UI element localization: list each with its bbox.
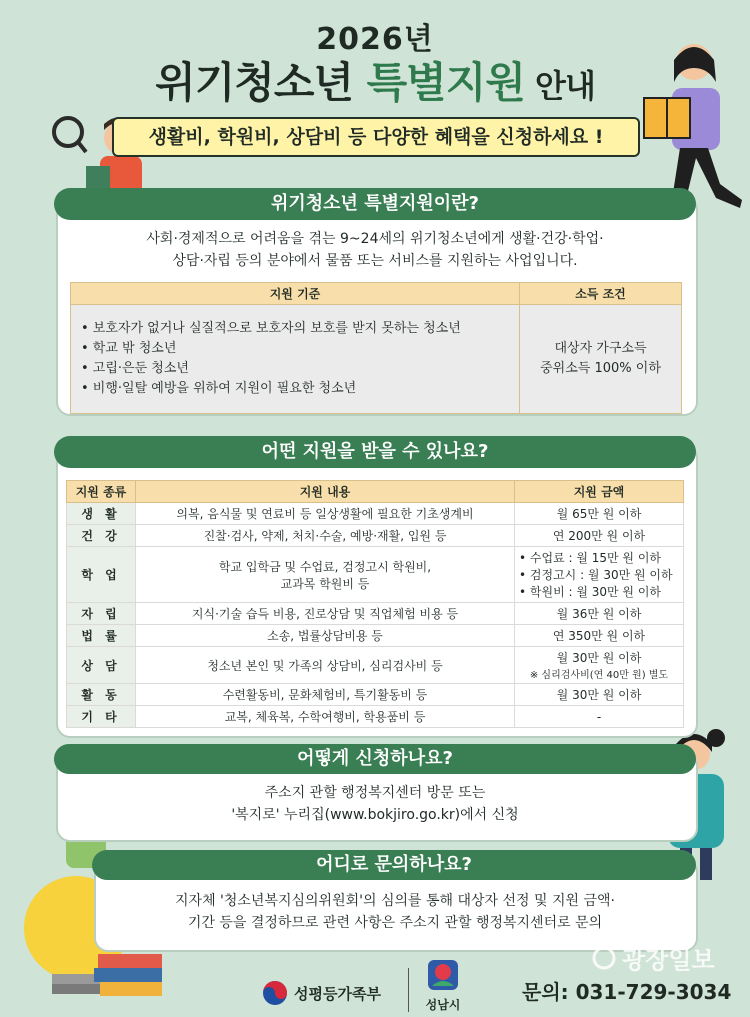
support-content: 수련활동비, 문화체험비, 특기활동비 등 [136,684,515,706]
support-type: 기 타 [67,706,136,728]
title-highlight: 특별지원 [366,58,525,107]
section-what-is-heading: 위기청소년 특별지원이란? [54,188,696,220]
support-type: 건 강 [67,525,136,547]
support-amount: 연 350만 원 이하 [515,625,684,647]
amount-note: ※ 심리검사비(연 40만 원) 별도 [529,670,669,681]
ministry-name: 성평등가족부 [294,984,381,1003]
support-amount [515,547,684,603]
title-part-3: 안내 [524,67,595,105]
table-row [67,684,684,706]
section-apply-text [60,782,690,826]
page-title [0,50,750,110]
criteria-item: • 학교 밖 청소년 [81,341,177,356]
criteria-table [70,282,682,414]
income-line-2: 중위소득 100% 이하 [540,361,661,376]
year-heading: 2026년 [316,22,434,57]
amount-line: 월 30만 원 이하 [556,651,642,665]
support-content: 지식·기술 습득 비용, 진로상담 및 직업체험 비용 등 [136,603,515,625]
apply-line-1: 주소지 관할 행정복지센터 방문 또는 [264,785,486,801]
criteria-list [71,305,520,414]
contact-line-2: 기간 등을 결정하므로 관련 사항은 주소지 관할 행정복지센터로 문의 [187,915,603,931]
city-logo [418,958,468,1014]
table-row [67,625,684,647]
apply-line-2: '복지로' 누리집(www.bokjiro.go.kr)에서 신청 [231,807,519,823]
income-line-1: 대상자 가구소득 [554,341,647,356]
support-content: 의복, 음식물 및 연료비 등 일상생활에 필요한 기초생계비 [136,503,515,525]
table-row [67,503,684,525]
amount-line: • 검정고시 : 월 30만 원 이하 [519,568,673,582]
support-content [136,547,515,603]
support-amount: 연 200만 원 이하 [515,525,684,547]
footer-divider [408,968,409,1012]
amount-line: • 학원비 : 월 30만 원 이하 [519,585,662,599]
criteria-item: • 고립·은둔 청소년 [81,361,189,376]
support-content: 진찰·검사, 약제, 처치·수술, 예방·재활, 입원 등 [136,525,515,547]
criteria-item: • 비행·일탈 예방을 위하여 지원이 필요한 청소년 [81,381,357,396]
support-amount: - [515,706,684,728]
support-type: 학 업 [67,547,136,603]
ministry-logo [262,978,402,1008]
support-type: 상 담 [67,647,136,684]
subtitle-banner: 생활비, 학원비, 상담비 등 다양한 혜택을 신청하세요 ! [112,117,640,157]
contact-line-1: 지자체 '청소년복지심의위원회'의 심의를 통해 대상자 선정 및 지원 금액· [175,893,615,909]
criteria-header: 지원 기준 [71,283,520,305]
income-header: 소득 조건 [520,283,682,305]
section-contact-text [100,890,690,934]
table-row [67,525,684,547]
support-amount: 월 36만 원 이하 [515,603,684,625]
type-header: 지원 종류 [67,481,136,503]
taegeuk-icon [262,980,288,1006]
intro-line-1: 사회·경제적으로 어려움을 겪는 9~24세의 위기청소년에게 생활·건강·학업· [146,231,604,247]
income-condition [520,305,682,414]
support-type: 활 동 [67,684,136,706]
support-content-line: 학교 입학금 및 수업료, 검정고시 학원비, [218,559,432,574]
amount-header: 지원 금액 [515,481,684,503]
support-amount: 월 65만 원 이하 [515,503,684,525]
table-row [67,603,684,625]
section-apply-heading: 어떻게 신청하나요? [54,744,696,774]
support-content-line: 교과목 학원비 등 [280,576,370,591]
content-header: 지원 내용 [136,481,515,503]
support-table [66,480,684,728]
support-type: 생 활 [67,503,136,525]
watermark-icon [592,946,616,970]
support-content: 청소년 본인 및 가족의 상담비, 심리검사비 등 [136,647,515,684]
contact-number: 문의: 031-729-3034 [522,980,732,1004]
table-row [67,547,684,603]
support-type: 법 률 [67,625,136,647]
table-row [67,647,684,684]
section-support-heading: 어떤 지원을 받을 수 있나요? [54,436,696,468]
support-amount: 월 30만 원 이하 [515,684,684,706]
watermark [592,940,742,975]
table-row [67,706,684,728]
city-emblem-icon [426,958,460,992]
support-amount [515,647,684,684]
section-contact-heading: 어디로 문의하나요? [92,850,696,880]
support-type: 자 립 [67,603,136,625]
watermark-text: 광장일보 [622,946,715,974]
criteria-item: • 보호자가 없거나 실질적으로 보호자의 보호를 받지 못하는 청소년 [81,321,461,336]
support-content: 교복, 체육복, 수학여행비, 학용품비 등 [136,706,515,728]
support-content: 소송, 법률상담비용 등 [136,625,515,647]
city-name: 성남시 [425,998,461,1012]
section-what-is-text [60,228,690,272]
amount-line: • 수업료 : 월 15만 원 이하 [519,551,662,565]
title-part-1: 위기청소년 [155,58,367,107]
intro-line-2: 상담·자립 등의 분야에서 물품 또는 서비스를 지원하는 사업입니다. [172,253,578,269]
